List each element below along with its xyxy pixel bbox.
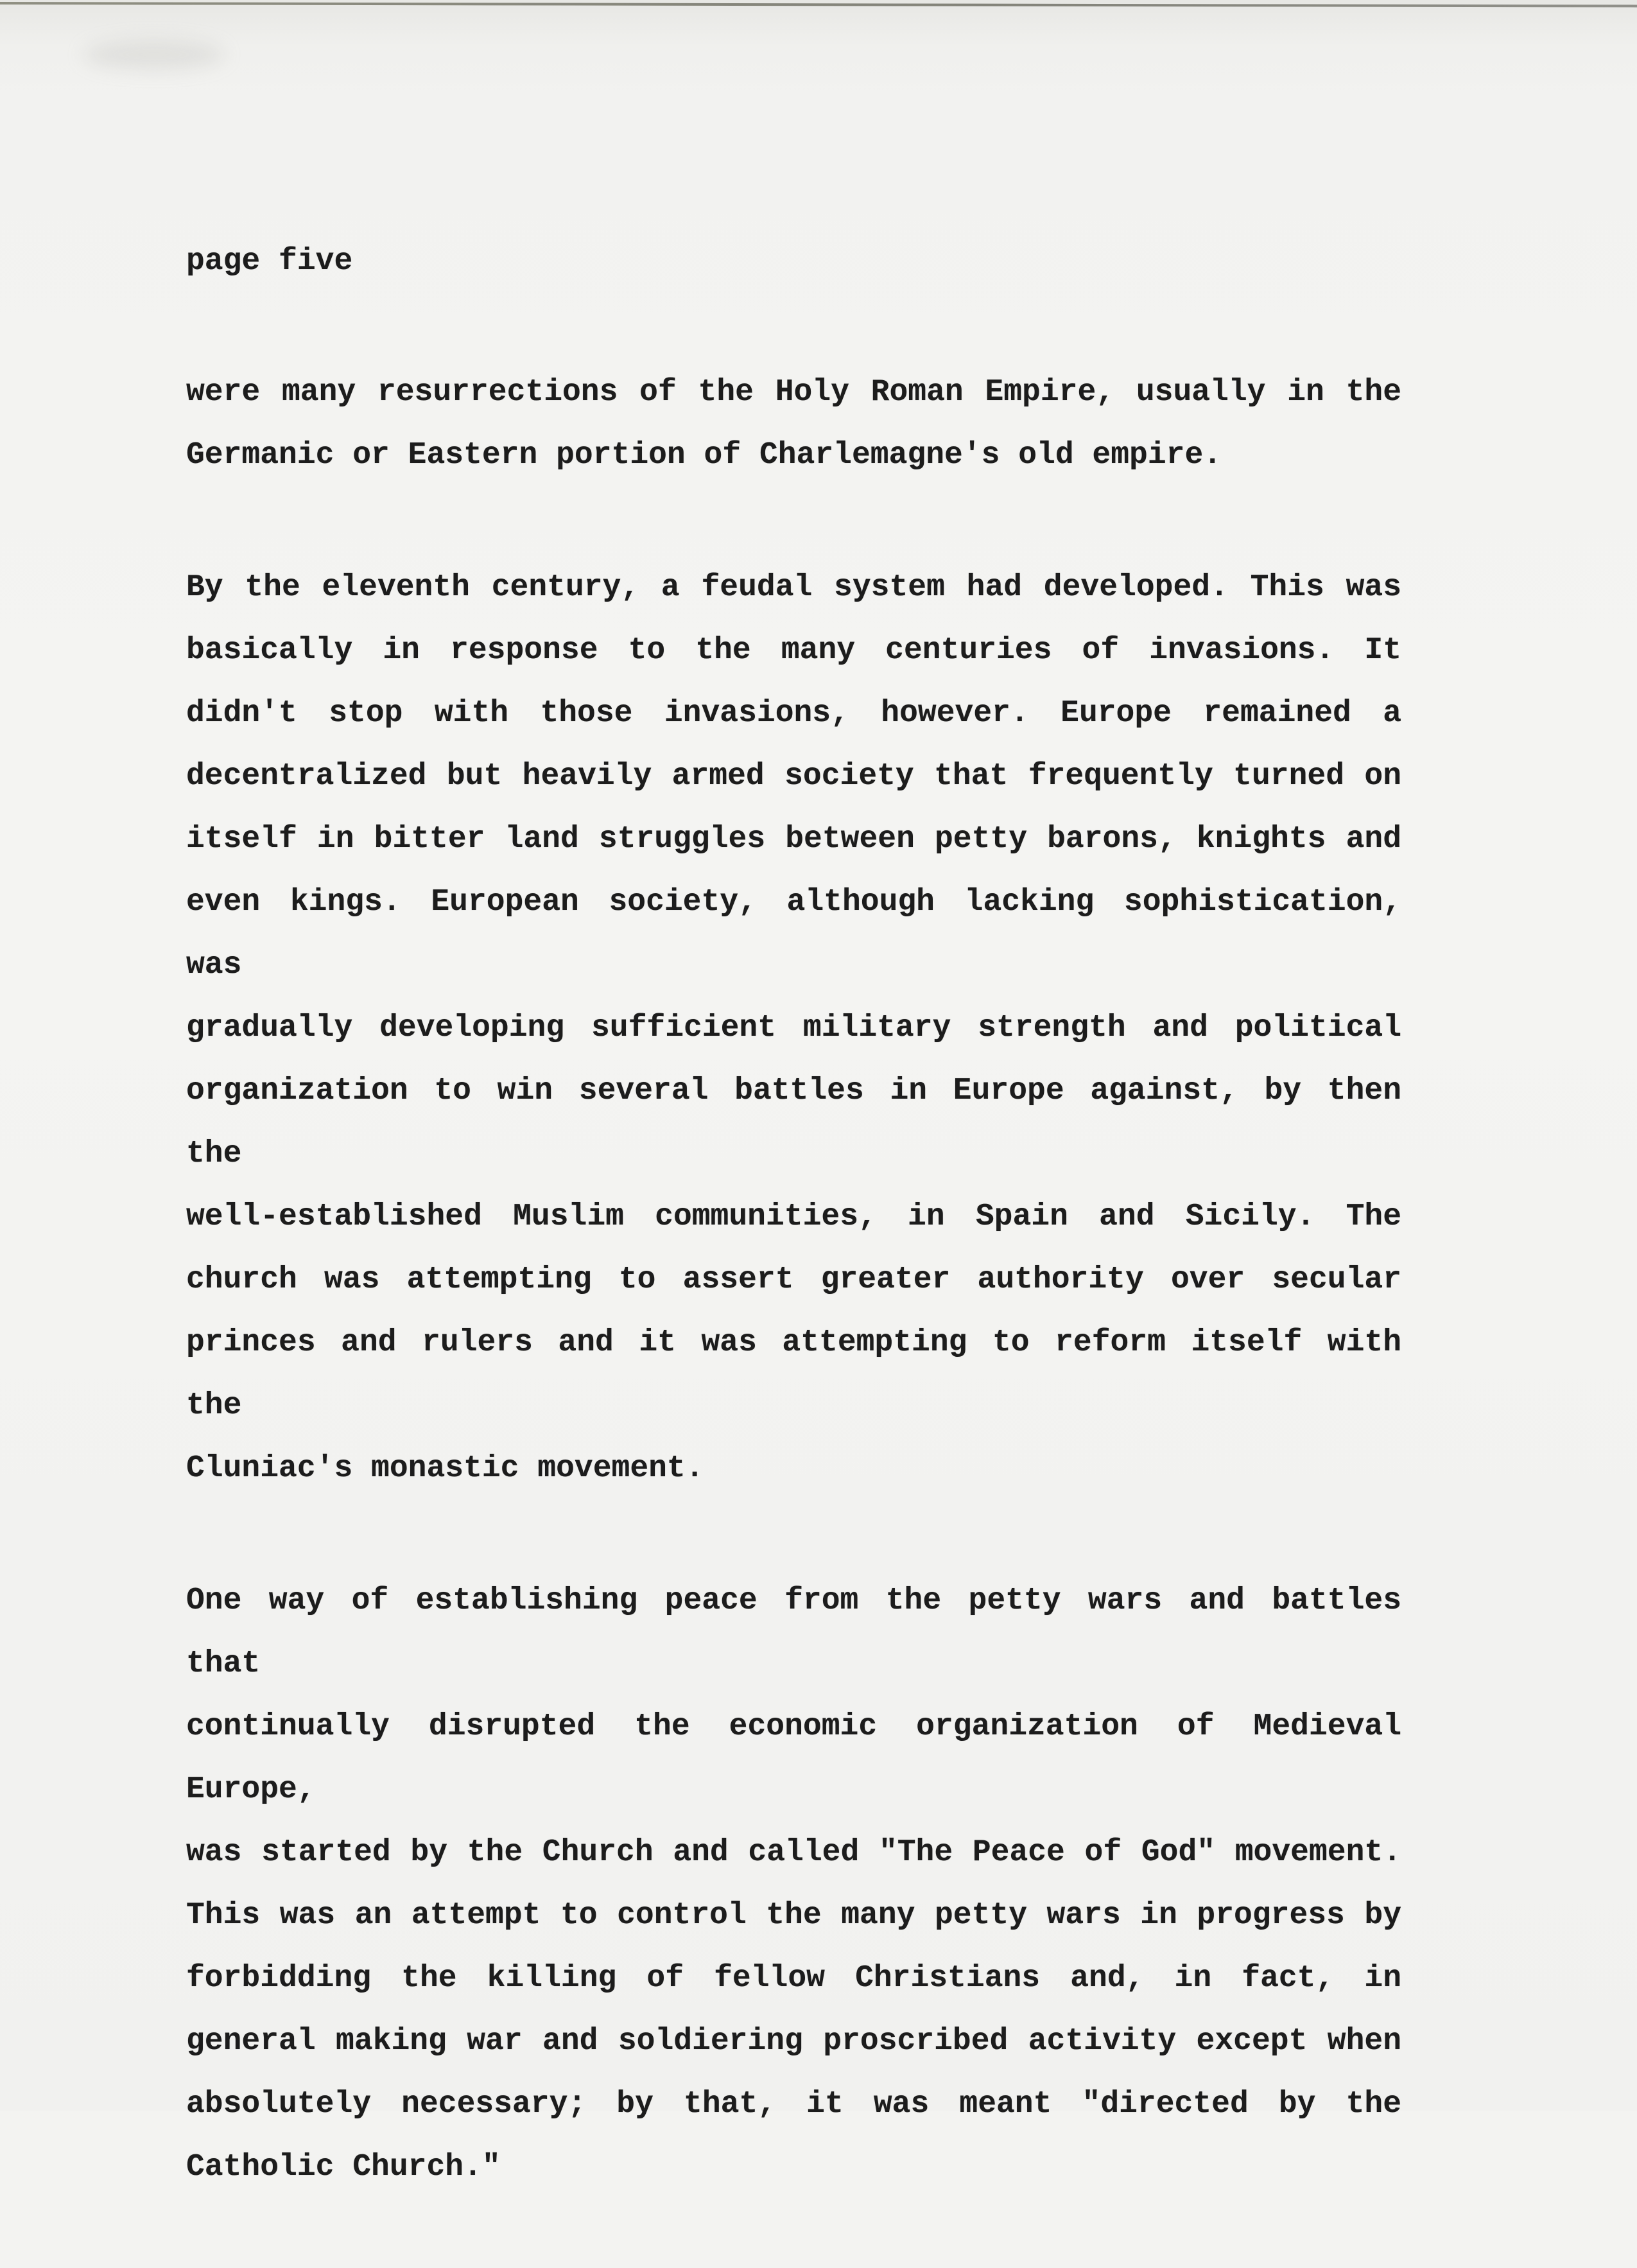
text-line: By the eleventh century, a feudal system had developed. This was	[186, 556, 1401, 619]
text-line: Catholic Church."	[186, 2136, 1401, 2199]
text-line: absolutely necessary; by that, it was meant "directed by the	[186, 2073, 1401, 2136]
typewritten-text-column	[186, 230, 1401, 2268]
text-line: One way of establishing peace from the petty wars and battles that	[186, 1569, 1401, 1695]
text-line: church was attempting to assert greater authority over secular	[186, 1248, 1401, 1311]
text-line: were many resurrections of the Holy Roman Empire, usually in the	[186, 361, 1401, 424]
text-line: Germanic or Eastern portion of Charlemagne's old empire.	[186, 424, 1401, 487]
text-line: Cluniac's monastic movement.	[186, 1437, 1401, 1500]
text-line: forbidding the killing of fellow Christians and, in fact, in	[186, 1947, 1401, 2010]
text-line: general making war and soldiering proscribed activity except when	[186, 2010, 1401, 2073]
text-line: didn't stop with those invasions, however. Europe remained a	[186, 682, 1401, 745]
text-line: This was an attempt to control the many petty wars in progress by	[186, 1884, 1401, 1947]
paragraph	[186, 361, 1401, 487]
scanner-edge-line	[0, 2, 1637, 7]
page-number-label: page five	[186, 230, 1401, 293]
text-line: continually disrupted the economic organization of Medieval Europe,	[186, 1695, 1401, 1821]
text-line: well-established Muslim communities, in Spain and Sicily. The	[186, 1185, 1401, 1248]
text-line: even kings. European society, although lacking sophistication, was	[186, 871, 1401, 997]
text-line: princes and rulers and it was attempting to reform itself with the	[186, 1311, 1401, 1437]
paragraph	[186, 1569, 1401, 2199]
text-line: decentralized but heavily armed society that frequently turned on	[186, 745, 1401, 808]
text-line: organization to win several battles in Europe against, by then the	[186, 1060, 1401, 1185]
text-line: itself in bitter land struggles between petty barons, knights and	[186, 808, 1401, 871]
scan-smudge	[83, 40, 225, 69]
text-line: gradually developing sufficient military strength and political	[186, 997, 1401, 1060]
text-line: was started by the Church and called "The Peace of God" movement.	[186, 1821, 1401, 1884]
text-line: basically in response to the many centuries of invasions. It	[186, 619, 1401, 682]
paragraph	[186, 556, 1401, 1500]
